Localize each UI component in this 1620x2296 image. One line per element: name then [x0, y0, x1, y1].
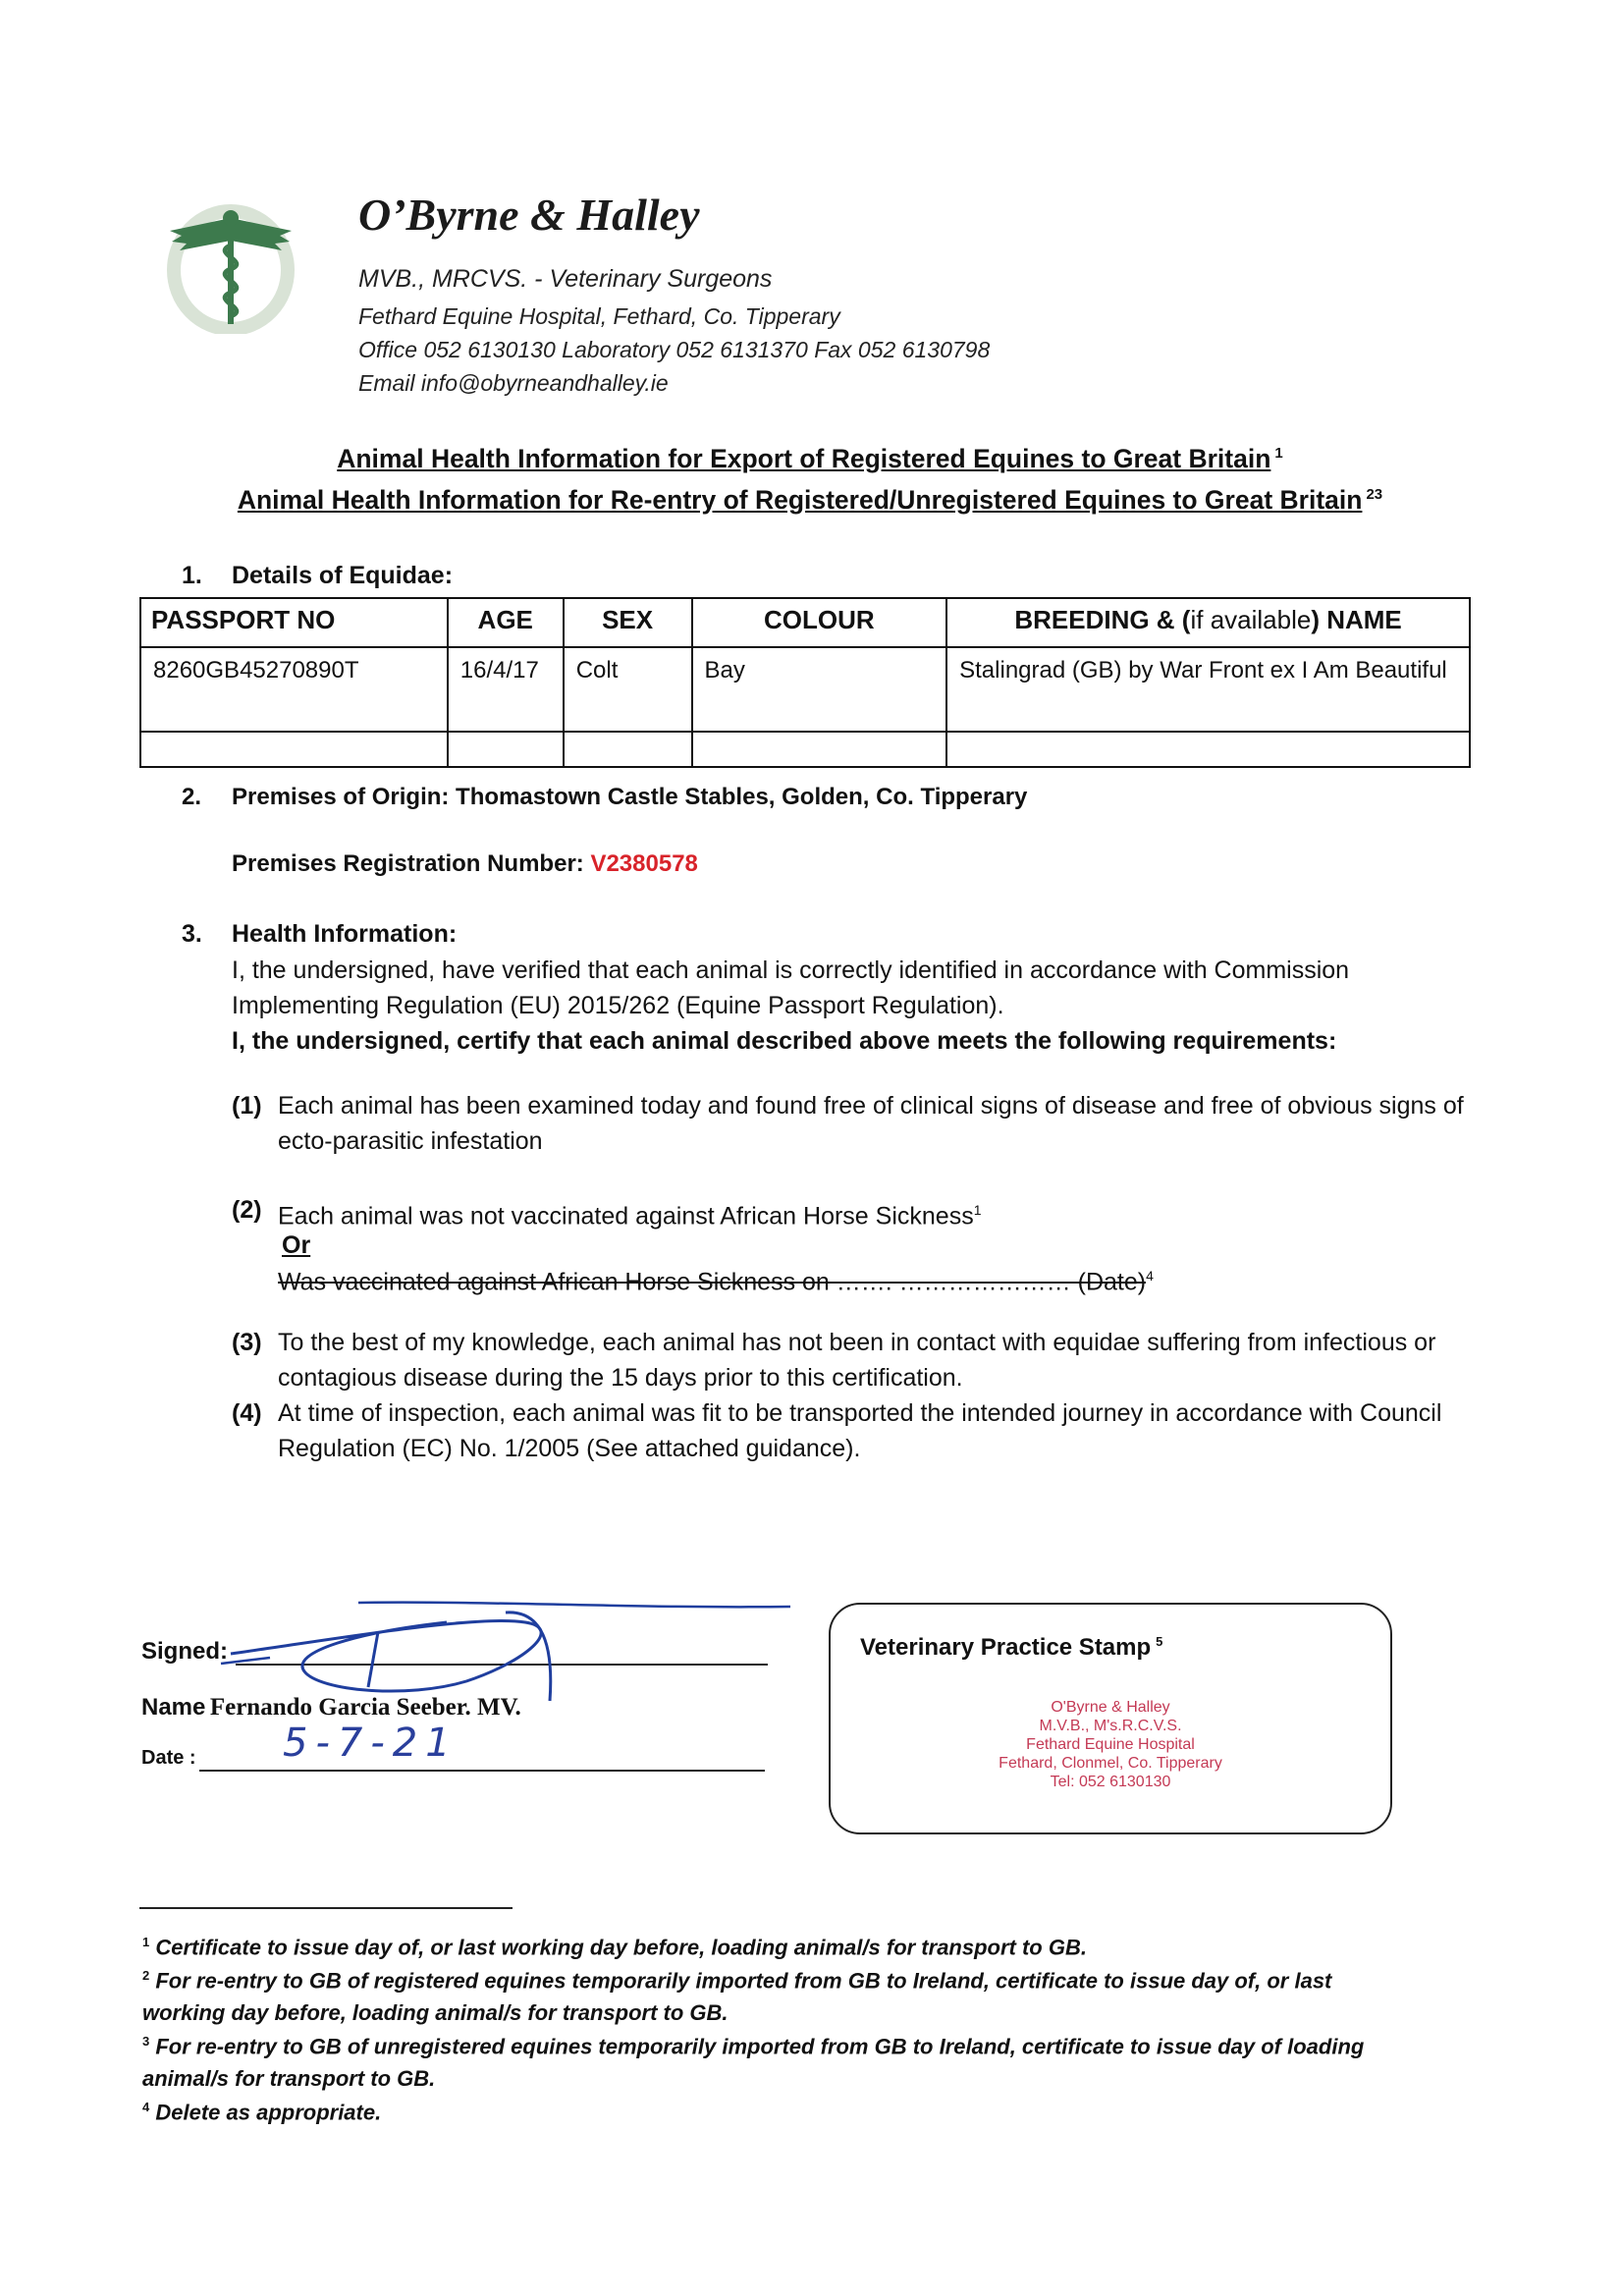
premises-registration: [232, 850, 698, 878]
footnote-3: [142, 2025, 1389, 2095]
table-row: [140, 647, 1470, 732]
stamp-line: M.V.B., M's.R.C.V.S.: [1039, 1718, 1182, 1734]
item-4-text: At time of inspection, each animal was fit to be transported the intended journey in accordance with Council Regulation (EC) No. 1/2005 (See attached guidance).: [278, 1399, 1442, 1462]
section2-heading: Premises of Origin: Thomastown Castle Stables, Golden, Co. Tipperary: [232, 784, 1028, 810]
footnote-2: [142, 1959, 1389, 2029]
item-2-text: [278, 1192, 1495, 1233]
item-2-sup: 1: [973, 1202, 982, 1218]
header-age: AGE: [448, 598, 564, 647]
section3-number: 3.: [182, 920, 202, 948]
title-export: [0, 444, 1620, 474]
item-2-number: (2): [232, 1196, 262, 1224]
header-passport: PASSPORT NO: [140, 598, 448, 647]
section1-number: 1.: [182, 562, 202, 589]
cell-empty: [946, 732, 1470, 767]
footnote-4: [142, 2091, 1389, 2128]
item-2-struck-text: Was vaccinated against African Horse Sickness on ……. ………………… (Date): [278, 1268, 1147, 1296]
identification-paragraph: I, the undersigned, have verified that each animal is correctly identified in accordance with Commission Implementing Regulation (EU) 2015/262 (Equine Passport Regulation).: [232, 957, 1350, 1019]
item-2-text-main: Each animal was not vaccinated against African Horse Sickness: [278, 1202, 974, 1230]
handwritten-date: 5-7-21: [283, 1721, 459, 1766]
item-3-number: (3): [232, 1329, 262, 1356]
title-reentry-text: Animal Health Information for Re-entry of Registered/Unregistered Equines to Great Britain: [237, 485, 1363, 515]
title-export-sup: 1: [1274, 445, 1283, 463]
stamp-line: Fethard, Clonmel, Co. Tipperary: [999, 1755, 1222, 1772]
header-breeding-b: if available: [1190, 605, 1312, 634]
footnote-1: [142, 1926, 1389, 1963]
contact-numbers: Office 052 6130130 Laboratory 052 6131370 Fax 052 6130798: [358, 337, 991, 362]
footnote-text: Delete as appropriate.: [155, 2100, 382, 2125]
hospital-address: Fethard Equine Hospital, Fethard, Co. Tipperary: [358, 303, 840, 329]
section2-number: 2.: [182, 784, 202, 810]
caduceus-horseshoe-icon: [142, 196, 319, 334]
signed-label: Signed:: [141, 1638, 228, 1665]
item-3-text: To the best of my knowledge, each animal has not been in contact with equidae suffering from infectious or contagious disease during the 15 days prior to this certification.: [278, 1329, 1436, 1392]
section1-heading: Details of Equidae:: [232, 562, 454, 589]
premises-reg-value: V2380578: [590, 850, 698, 877]
stamp-title-sup: 5: [1156, 1634, 1163, 1649]
footnote-num: 1: [142, 1935, 150, 1949]
header-colour: COLOUR: [692, 598, 947, 647]
table-row-empty: [140, 732, 1470, 767]
date-label: Date :: [141, 1747, 196, 1769]
certification-paragraph: I, the undersigned, certify that each animal described above meets the following requirements:: [232, 1027, 1337, 1055]
cell-breeding: Stalingrad (GB) by War Front ex I Am Beautiful: [946, 647, 1470, 732]
cell-sex: Colt: [564, 647, 692, 732]
header-breeding-c: ) NAME: [1311, 605, 1402, 634]
stamp-line: Fethard Equine Hospital: [1026, 1736, 1195, 1753]
stamp-line: Tel: 052 6130130: [1050, 1774, 1171, 1790]
signer-name-row: [141, 1694, 521, 1722]
date-line: [199, 1770, 765, 1772]
footnote-text: For re-entry to GB of unregistered equines temporarily imported from GB to Ireland, certificate to issue day of loading animal/s for transport to GB.: [142, 2034, 1365, 2092]
footnote-num: 4: [142, 2100, 150, 2114]
cell-empty: [448, 732, 564, 767]
header-breeding-a: BREEDING & (: [1014, 605, 1191, 634]
item-1-text: Each animal has been examined today and found free of clinical signs of disease and free of obvious signs of ecto-parasitic infestation: [278, 1092, 1464, 1155]
qualifications: MVB., MRCVS. - Veterinary Surgeons: [358, 265, 773, 293]
section3-heading: Health Information:: [232, 920, 458, 948]
contact-email: Email info@obyrneandhalley.ie: [358, 370, 669, 396]
item-1-number: (1): [232, 1092, 262, 1120]
cell-empty: [692, 732, 947, 767]
title-reentry-sup: 23: [1366, 486, 1383, 504]
firm-name: O’Byrne & Halley: [358, 190, 700, 240]
name-label: Name: [141, 1694, 206, 1721]
header-breeding: [946, 598, 1470, 647]
header-sex: SEX: [564, 598, 692, 647]
item-2-or: Or: [282, 1231, 311, 1259]
equidae-table: [139, 597, 1471, 768]
signer-name: Fernando Garcia Seeber. MV.: [209, 1694, 521, 1721]
footnote-num: 3: [142, 2034, 150, 2049]
cell-colour: Bay: [692, 647, 947, 732]
premises-reg-label: Premises Registration Number:: [232, 850, 584, 877]
stamp-title: [860, 1634, 1162, 1662]
title-reentry: [0, 485, 1620, 516]
footnote-num: 2: [142, 1968, 150, 1983]
practice-stamp-box: [829, 1603, 1392, 1834]
cell-age: 16/4/17: [448, 647, 564, 732]
stamp-title-text: Veterinary Practice Stamp: [860, 1634, 1152, 1661]
table-header-row: [140, 598, 1470, 647]
item-2-struck-sup: 4: [1146, 1268, 1154, 1284]
footnote-text: Certificate to issue day of, or last working day before, loading animal/s for transport to GB.: [155, 1935, 1087, 1960]
cell-empty: [140, 732, 448, 767]
item-2-struck: [278, 1258, 1495, 1299]
stamp-line: O'Byrne & Halley: [1051, 1699, 1170, 1716]
title-export-text: Animal Health Information for Export of Registered Equines to Great Britain: [337, 444, 1271, 473]
footnote-text: For re-entry to GB of registered equines temporarily imported from GB to Ireland, certificate to issue day of, or last working day before, loading animal/s for transport to GB.: [142, 1968, 1332, 2026]
footnote-rule: [139, 1907, 513, 1909]
item-4-number: (4): [232, 1399, 262, 1427]
cell-passport: 8260GB45270890T: [140, 647, 448, 732]
cell-empty: [564, 732, 692, 767]
